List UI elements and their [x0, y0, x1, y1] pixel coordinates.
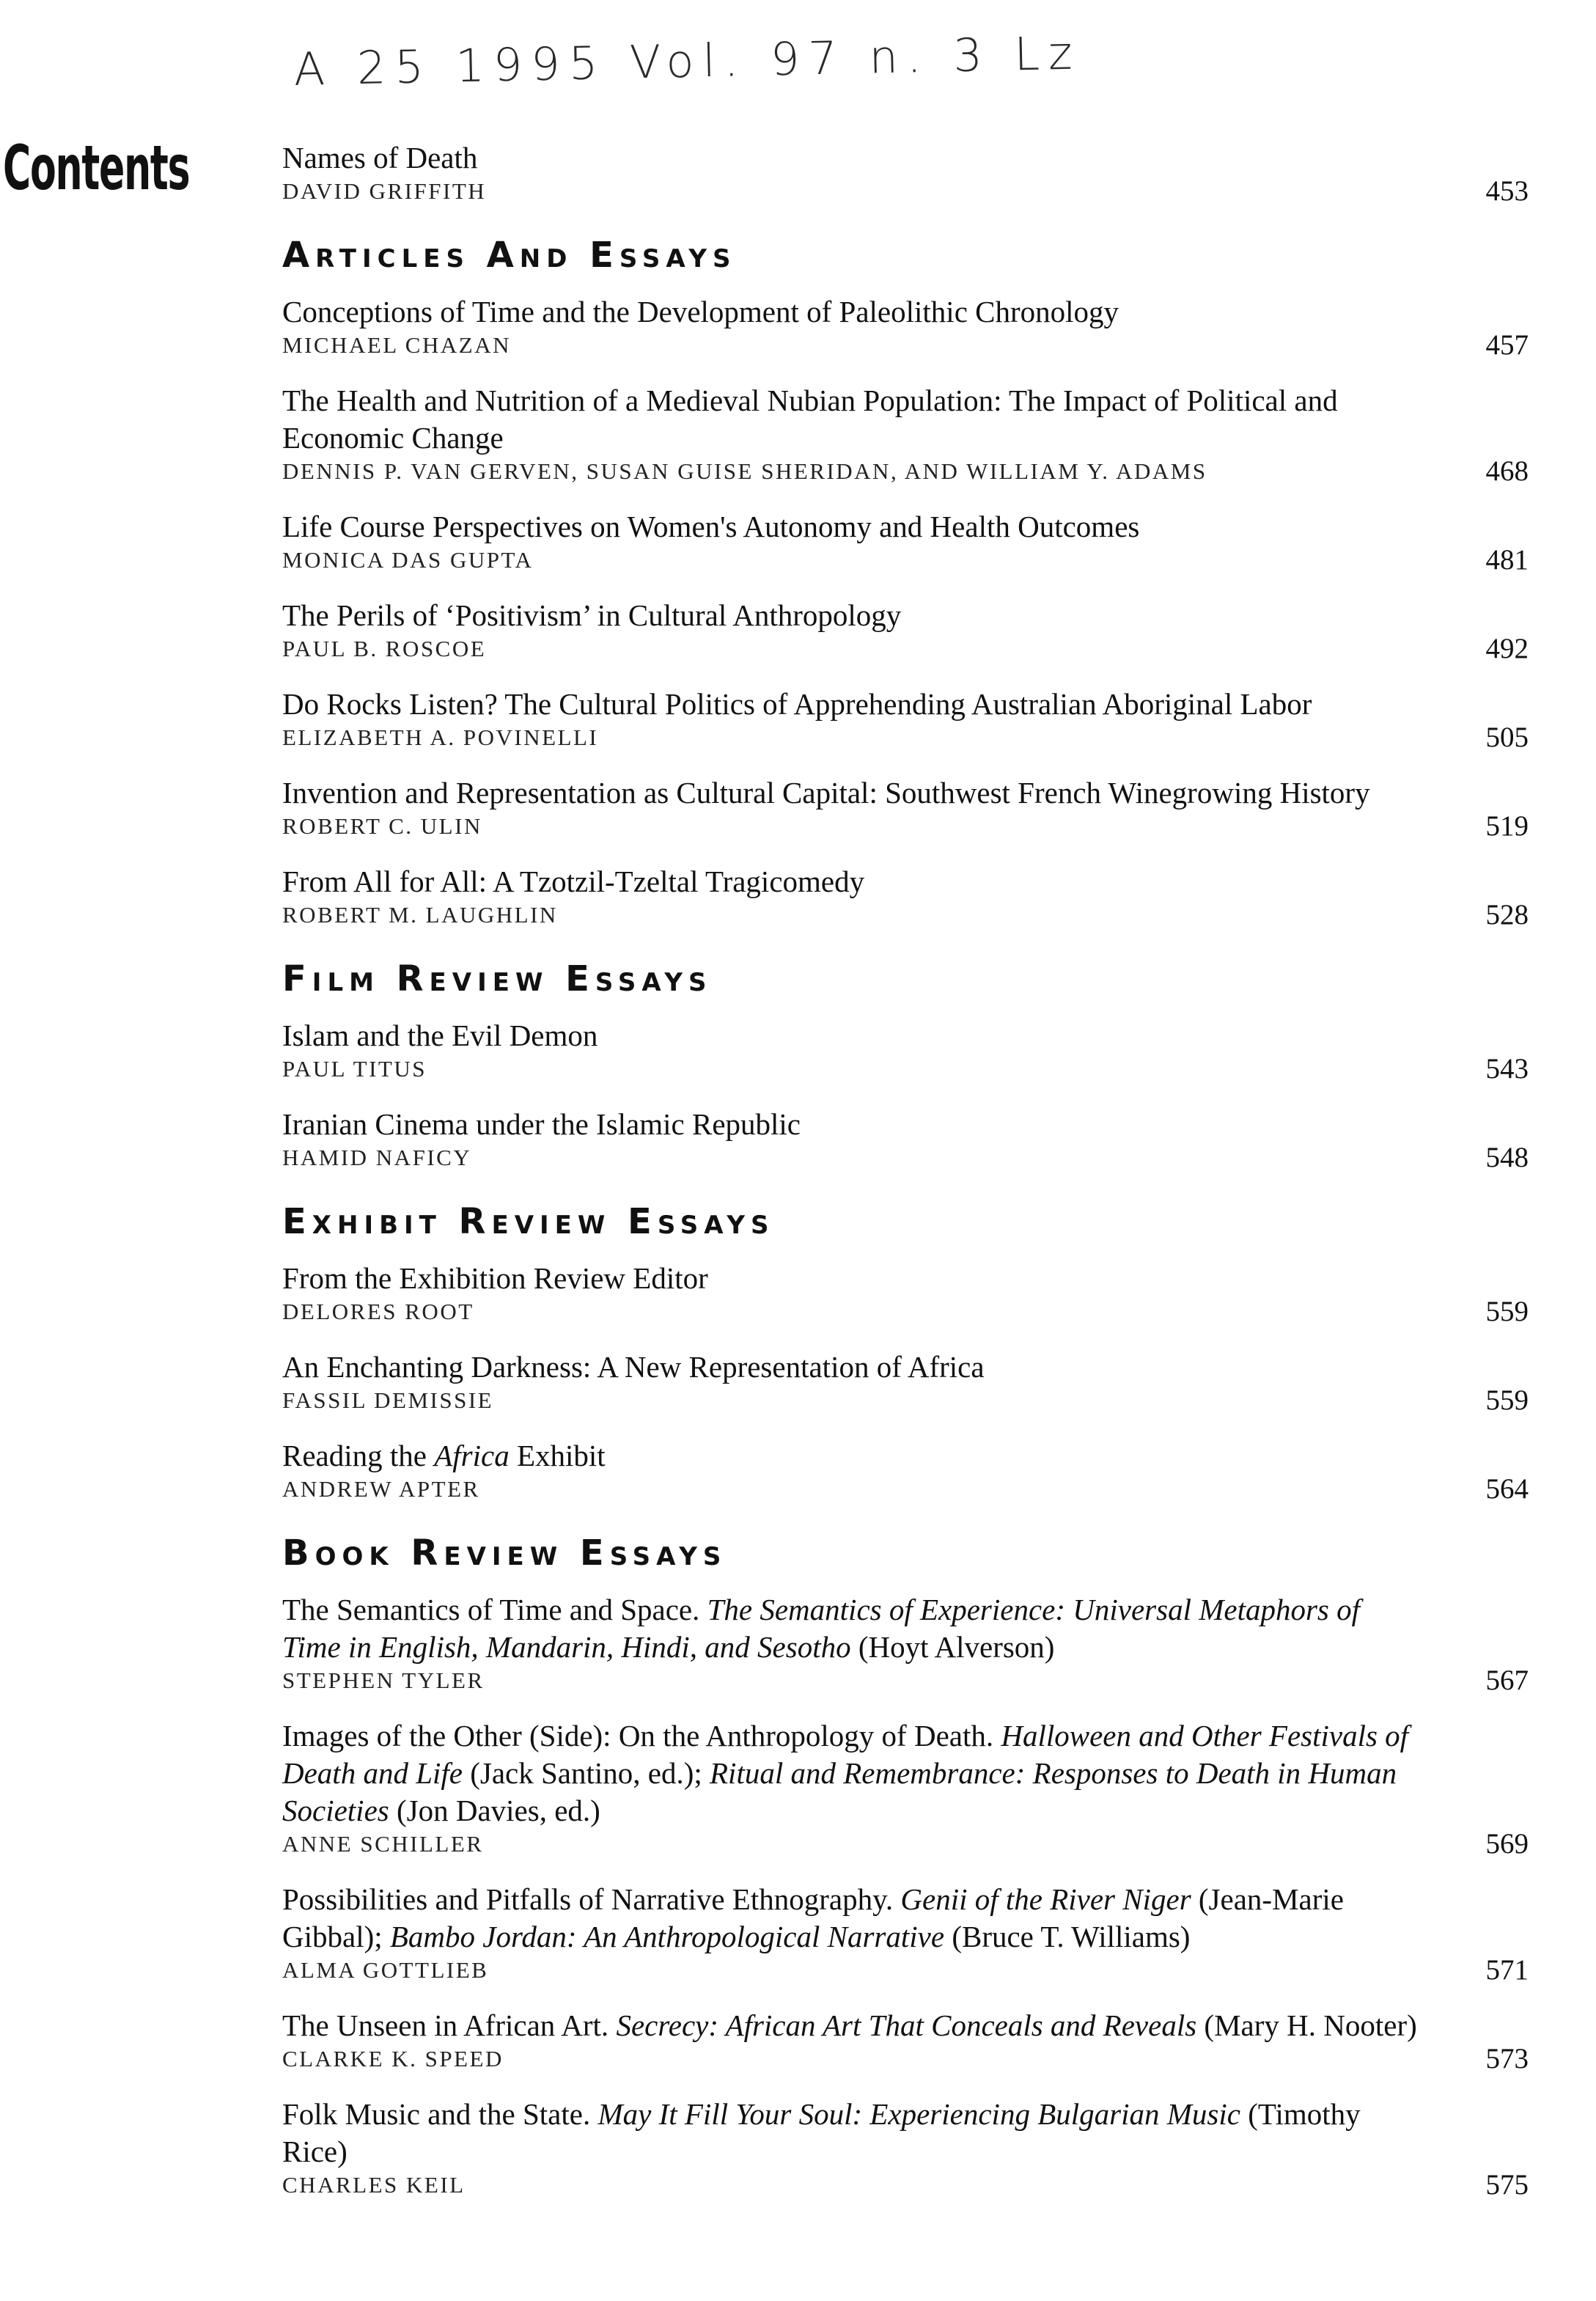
toc-entry[interactable]: [282, 597, 1529, 664]
entry-title: Folk Music and the State. May It Fill Your Soul: Experiencing Bulgarian Music (Timothy Rice): [282, 2097, 1361, 2168]
entry-title: Conceptions of Time and the Development of Paleolithic Chronology: [282, 295, 1119, 329]
entry-title: The Health and Nutrition of a Medieval Nubian Population: The Impact of Political and Economic Change: [282, 384, 1338, 455]
entry-page-number: 543: [1485, 1053, 1529, 1085]
toc-entry[interactable]: [282, 686, 1529, 752]
entry-author: MONICA DAS GUPTA: [282, 547, 534, 573]
entry-title: An Enchanting Darkness: A New Representation of Africa: [282, 1350, 985, 1384]
entry-page-number: 571: [1485, 1954, 1529, 1986]
entry-page-number: 481: [1485, 544, 1529, 576]
toc-entry[interactable]: [282, 382, 1529, 486]
entry-author: ELIZABETH A. POVINELLI: [282, 724, 599, 750]
entry-page-number: 548: [1485, 1142, 1529, 1173]
toc-entry[interactable]: [282, 1437, 1529, 1504]
entry-author: ALMA GOTTLIEB: [282, 1957, 489, 1983]
entry-page-number: 569: [1485, 1828, 1529, 1860]
toc-entry[interactable]: [282, 1260, 1529, 1326]
entry-title: Possibilities and Pitfalls of Narrative Ethnography. Genii of the River Niger (Jean-Marie Gibbal); Bambo Jordan: An Anthropological Narrative (Bruce T. Williams): [282, 1882, 1344, 1953]
entry-author: PAUL B. ROSCOE: [282, 636, 487, 661]
section-heading: ARTICLES AND ESSAYS: [282, 235, 737, 276]
entry-page-number: 453: [1485, 175, 1529, 207]
toc-entry[interactable]: [282, 1348, 1529, 1415]
toc-entry[interactable]: [282, 508, 1529, 575]
toc-entry[interactable]: [282, 774, 1529, 841]
entry-author: FASSIL DEMISSIE: [282, 1387, 494, 1413]
toc-sections: [282, 237, 1529, 2200]
entry-title: From All for All: A Tzotzil-Tzeltal Tragicomedy: [282, 865, 865, 898]
entry-author: STEPHEN TYLER: [282, 1667, 485, 1693]
entry-page-number: 559: [1485, 1384, 1529, 1416]
entry-page-number: 564: [1485, 1473, 1529, 1505]
entry-title: Images of the Other (Side): On the Anthropology of Death. Halloween and Other Festivals of Death and Life (Jack Santino, ed.); Ritual and Remembrance: Responses to Death in Human Societies (Jon Davies, ed.): [282, 1719, 1409, 1827]
toc-entry[interactable]: [282, 1017, 1529, 1084]
toc-entry[interactable]: [282, 863, 1529, 930]
toc-entry-lead[interactable]: [282, 139, 1529, 206]
entry-page-number: 573: [1485, 2043, 1529, 2074]
toc-entry[interactable]: [282, 293, 1529, 360]
section-heading: FILM REVIEW ESSAYS: [282, 958, 713, 999]
entry-title: Islam and the Evil Demon: [282, 1019, 598, 1052]
entry-author: ROBERT C. ULIN: [282, 813, 482, 839]
entry-title: Names of Death: [282, 141, 478, 175]
entry-author: MICHAEL CHAZAN: [282, 332, 511, 358]
entry-author: ANNE SCHILLER: [282, 1831, 484, 1857]
entry-author: DAVID GRIFFITH: [282, 178, 487, 204]
contents-heading: Contents: [3, 132, 190, 204]
entry-page-number: 528: [1485, 899, 1529, 931]
handwritten-annotation: A 25 1995 Vol. 97 n. 3 Lz: [293, 26, 1082, 96]
entry-page-number: 457: [1485, 329, 1529, 361]
entry-author: ROBERT M. LAUGHLIN: [282, 902, 558, 928]
entry-page-number: 468: [1485, 455, 1529, 487]
entry-author: HAMID NAFICY: [282, 1145, 472, 1170]
toc-entry[interactable]: [282, 1881, 1529, 1985]
entry-title: Iranian Cinema under the Islamic Republic: [282, 1107, 801, 1141]
entry-author: DELORES ROOT: [282, 1299, 474, 1324]
entry-title: The Semantics of Time and Space. The Semantics of Experience: Universal Metaphors of Time in English, Mandarin, Hindi, and Sesotho (Hoyt Alverson): [282, 1593, 1361, 1664]
entry-title: Invention and Representation as Cultural Capital: Southwest French Winegrowing History: [282, 776, 1370, 810]
table-of-contents: [282, 139, 1529, 2222]
entry-author: ANDREW APTER: [282, 1476, 480, 1502]
entry-page-number: 505: [1485, 722, 1529, 753]
entry-page-number: 519: [1485, 810, 1529, 842]
entry-author: CHARLES KEIL: [282, 2172, 466, 2198]
entry-page-number: 559: [1485, 1296, 1529, 1327]
toc-entry[interactable]: [282, 2007, 1529, 2074]
entry-title: Do Rocks Listen? The Cultural Politics of Apprehending Australian Aboriginal Labor: [282, 687, 1312, 721]
entry-author: CLARKE K. SPEED: [282, 2046, 504, 2071]
entry-title: The Perils of ‘Positivism’ in Cultural Anthropology: [282, 598, 902, 632]
toc-entry[interactable]: [282, 1717, 1529, 1859]
entry-page-number: 567: [1485, 1665, 1529, 1696]
toc-entry[interactable]: [282, 1591, 1529, 1695]
toc-entry[interactable]: [282, 2096, 1529, 2200]
entry-title: Life Course Perspectives on Women's Autonomy and Health Outcomes: [282, 510, 1140, 543]
section-heading: EXHIBIT REVIEW ESSAYS: [282, 1201, 775, 1242]
entry-title: The Unseen in African Art. Secrecy: African Art That Conceals and Reveals (Mary H. Nooter): [282, 2008, 1417, 2042]
entry-author: DENNIS P. VAN GERVEN, SUSAN GUISE SHERIDAN, AND WILLIAM Y. ADAMS: [282, 458, 1207, 484]
toc-entry[interactable]: [282, 1106, 1529, 1172]
entry-author: PAUL TITUS: [282, 1056, 427, 1082]
section-heading: BOOK REVIEW ESSAYS: [282, 1533, 727, 1574]
entry-page-number: 575: [1485, 2169, 1529, 2201]
entry-title: Reading the Africa Exhibit: [282, 1439, 606, 1472]
entry-page-number: 492: [1485, 633, 1529, 664]
entry-title: From the Exhibition Review Editor: [282, 1261, 708, 1295]
